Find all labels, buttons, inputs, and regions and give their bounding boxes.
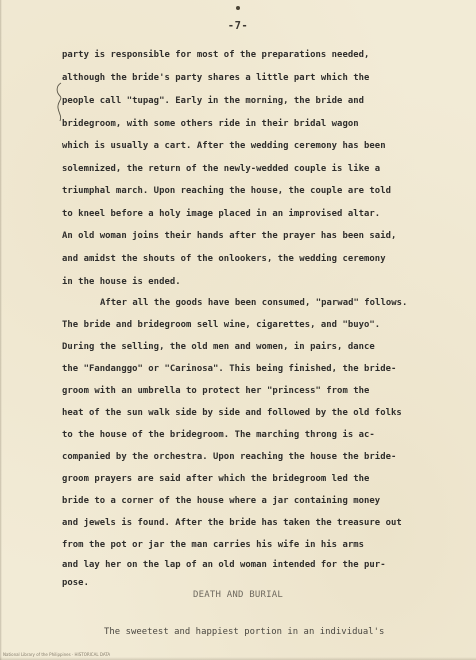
text-line: although the bride's party shares a little part which the [62, 73, 370, 83]
text-line: companied by the orchestra. Upon reaching the house the bride- [62, 452, 397, 462]
punch-hole [236, 6, 240, 10]
text-line: An old woman joins their hands after the prayer has been said, [62, 231, 397, 241]
text-line: the "Fandanggo" or "Carinosa". This being finished, the bride- [62, 364, 397, 374]
footer-watermark: National Library of the Philippines · HISTORICAL DATA [3, 652, 111, 657]
text-line: solemnized, the return of the newly-wedded couple is like a [62, 164, 381, 174]
text-line: During the selling, the old men and women, in pairs, dance [62, 342, 375, 352]
section-heading: DEATH AND BURIAL [193, 590, 283, 600]
page-edge-shadow [0, 0, 2, 660]
text-line: from the pot or jar the man carries his wife in his arms [62, 540, 365, 550]
text-line: and jewels is found. After the bride has taken the treasure out [62, 518, 402, 528]
text-line: heat of the sun walk side by side and followed by the old folks [62, 408, 402, 418]
text-line: which is usually a cart. After the wedding ceremony has been [62, 141, 386, 151]
text-line: party is responsible for most of the preparations needed, [62, 50, 370, 60]
text-line: The sweetest and happiest portion in an individual's [104, 627, 385, 637]
text-line: After all the goods have been consumed, "parwad" follows. [100, 298, 408, 308]
text-line: people call "tupag". Early in the morning, the bride and [62, 96, 365, 106]
text-line: groom prayers are said after which the bridegroom led the [62, 474, 370, 484]
text-line: and lay her on the lap of an old woman intended for the pur- [62, 560, 386, 570]
text-line: in the house is ended. [62, 277, 181, 287]
page-number: -7- [227, 20, 249, 32]
text-line: triumphal march. Upon reaching the house, the couple are told [62, 186, 391, 196]
text-line: bride to a corner of the house where a jar containing money [62, 496, 381, 506]
text-line: to the house of the bridegroom. The marching throng is ac- [62, 430, 375, 440]
text-line: groom with an umbrella to protect her "princess" from the [62, 386, 370, 396]
text-line: bridegroom, with some others ride in their bridal wagon [62, 119, 359, 129]
text-line: pose. [62, 578, 89, 588]
text-line: to kneel before a holy image placed in an improvised altar. [62, 209, 381, 219]
text-line: The bride and bridegroom sell wine, cigarettes, and "buyo". [62, 320, 381, 330]
text-line: and amidst the shouts of the onlookers, the wedding ceremony [62, 254, 386, 264]
